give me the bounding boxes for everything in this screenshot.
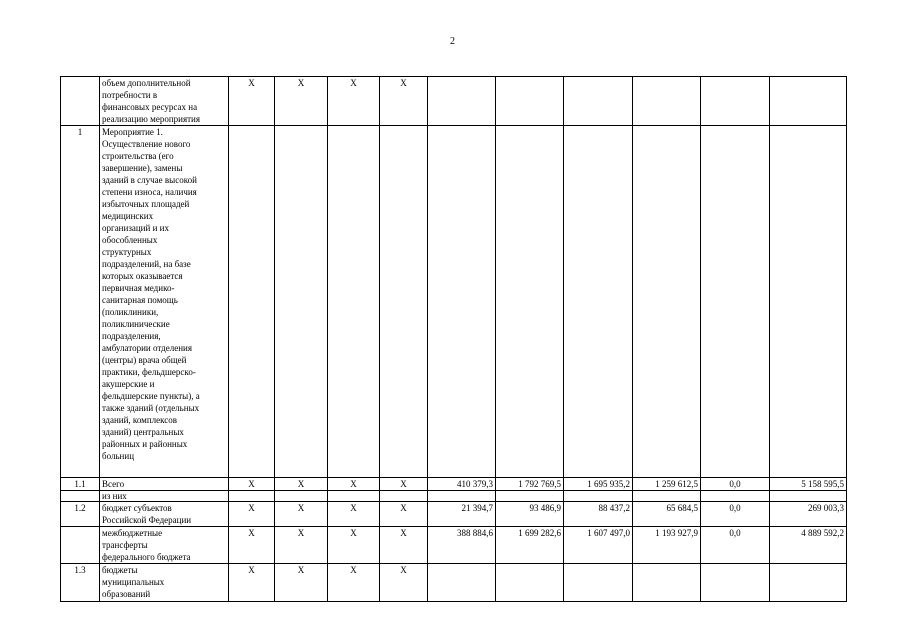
row-name-line: практики, фельдшерско- [102,367,196,377]
table-row [61,527,847,564]
table-row [61,491,847,502]
x-mark-cell: Х [229,564,275,602]
value-cell: 1 792 769,5 [496,478,564,491]
value-cell [564,564,633,602]
x-mark-cell: Х [229,527,275,564]
row-name-line: из них [102,491,127,501]
x-mark-cell: Х [328,502,380,527]
x-mark-cell: Х [275,564,328,602]
row-name-line: образований [102,589,151,599]
row-name [100,77,229,126]
value-cell: 0,0 [701,527,770,564]
value-cell: 1 607 497,0 [564,527,633,564]
value-cell: 4 889 592,2 [770,527,847,564]
row-name [100,502,229,527]
x-mark-cell: Х [328,564,380,602]
value-cell [701,564,770,602]
row-name [100,564,229,602]
value-cell: 65 684,5 [633,502,701,527]
x-mark-cell [229,491,275,502]
row-number [61,491,100,502]
value-cell [428,491,496,502]
table-row [61,502,847,527]
value-cell [496,126,564,478]
row-name-line: фельдшерские пункты), а [102,391,200,401]
value-cell: 0,0 [701,478,770,491]
row-name-line: реализацию мероприятия [102,114,200,124]
value-cell [633,77,701,126]
row-name-line: степени износа, наличия [102,187,197,197]
row-number: 1.3 [61,564,100,602]
row-name-line: Осуществление нового [102,139,191,149]
page-number: 2 [450,36,455,47]
row-name [100,126,229,478]
row-name-line: зданий) центральных [102,427,184,437]
x-mark-cell [380,491,428,502]
row-name-line: больниц [102,451,135,461]
row-name-line: финансовых ресурсах на [102,102,198,112]
row-number [61,527,100,564]
value-cell: 0,0 [701,502,770,527]
row-name-line: завершение), замены [102,163,183,173]
value-cell [770,564,847,602]
value-cell [633,491,701,502]
row-name-line: санитарная помощь [102,295,178,305]
funding-table [60,76,847,602]
x-mark-cell: Х [380,527,428,564]
value-cell [564,126,633,478]
value-cell: 93 486,9 [496,502,564,527]
row-name-line: трансферты [102,540,148,550]
row-number: 1.2 [61,502,100,527]
row-name [100,527,229,564]
x-mark-cell: Х [328,77,380,126]
value-cell [428,126,496,478]
row-number: 1.1 [61,478,100,491]
row-name-line: Мероприятие 1. [102,127,163,137]
row-name-line: поликлинические [102,319,170,329]
value-cell [770,491,847,502]
row-name-line: подразделения, [102,331,161,341]
row-name [100,491,229,502]
row-name-line: федерального бюджета [102,552,191,562]
row-name-line: амбулатории отделения [102,343,193,353]
x-mark-cell: Х [275,478,328,491]
x-mark-cell [328,491,380,502]
row-name-line: обособленных [102,235,158,245]
x-mark-cell: Х [275,77,328,126]
row-name-line: муниципальных [102,577,165,587]
value-cell [496,564,564,602]
table-body [61,77,847,602]
row-name-line: районных и районных [102,439,188,449]
value-cell [428,77,496,126]
x-mark-cell [380,126,428,478]
row-name-line: объем дополнительной [102,78,191,88]
value-cell [564,77,633,126]
value-cell [701,126,770,478]
row-name-line: (центры) врача общей [102,355,187,365]
row-name-line: Всего [102,479,125,489]
value-cell: 410 379,3 [428,478,496,491]
x-mark-cell [328,126,380,478]
x-mark-cell: Х [380,77,428,126]
x-mark-cell: Х [328,478,380,491]
row-name-line: медицинских [102,211,154,221]
row-name-line: зданий в случае высокой [102,175,197,185]
row-name-line: межбюджетные [102,528,163,538]
x-mark-cell: Х [229,77,275,126]
x-mark-cell: Х [380,478,428,491]
x-mark-cell: Х [380,564,428,602]
table-row [61,564,847,602]
x-mark-cell [275,491,328,502]
row-name-line: зданий, комплексов [102,415,178,425]
value-cell [633,564,701,602]
row-name-line: строительства (его [102,151,174,161]
x-mark-cell [229,126,275,478]
value-cell: 1 695 935,2 [564,478,633,491]
row-name-line: структурных [102,247,152,257]
value-cell: 21 394,7 [428,502,496,527]
row-number: 1 [61,126,100,478]
x-mark-cell: Х [328,527,380,564]
value-cell [496,77,564,126]
value-cell [428,564,496,602]
row-name-line: потребности в [102,90,158,100]
row-name [100,478,229,491]
row-name-line: которых оказывается [102,271,183,281]
table-row [61,126,847,478]
value-cell [770,126,847,478]
value-cell [701,77,770,126]
value-cell: 1 259 612,5 [633,478,701,491]
row-name-line: также зданий (отдельных [102,403,200,413]
row-name-line: акушерские и [102,379,155,389]
value-cell: 1 193 927,9 [633,527,701,564]
row-number [61,77,100,126]
table-row [61,77,847,126]
value-cell: 1 699 282,6 [496,527,564,564]
value-cell [633,126,701,478]
x-mark-cell: Х [275,502,328,527]
value-cell: 88 437,2 [564,502,633,527]
row-name-line: бюджеты [102,565,138,575]
value-cell: 269 003,3 [770,502,847,527]
value-cell [564,491,633,502]
row-name-line: избыточных площадей [102,199,190,209]
x-mark-cell: Х [229,502,275,527]
row-name-line: (поликлиники, [102,307,159,317]
table-row [61,478,847,491]
value-cell [701,491,770,502]
value-cell: 388 884,6 [428,527,496,564]
row-name-line: первичная медико- [102,283,175,293]
x-mark-cell: Х [229,478,275,491]
x-mark-cell: Х [380,502,428,527]
value-cell: 5 158 595,5 [770,478,847,491]
row-name-line: организаций и их [102,223,169,233]
value-cell [496,491,564,502]
row-name-line: бюджет субъектов [102,503,172,513]
row-name-line: подразделений, на базе [102,259,191,269]
row-name-line: Российской Федерации [102,515,192,525]
x-mark-cell: Х [275,527,328,564]
value-cell [770,77,847,126]
x-mark-cell [275,126,328,478]
